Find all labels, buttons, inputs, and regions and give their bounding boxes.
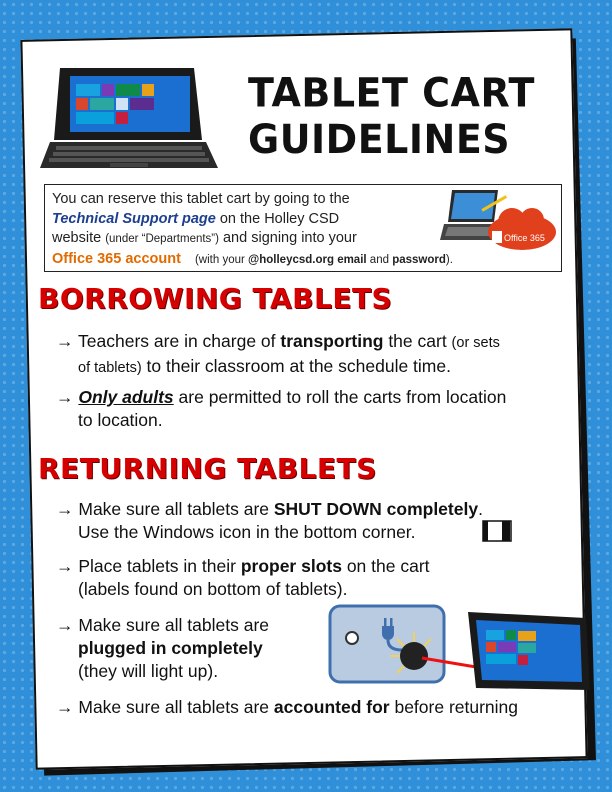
- borrowing-item-2-b: Only adults: [78, 387, 174, 407]
- returning-item-3-a: → Make sure all tablets are: [56, 615, 270, 635]
- returning-item-1-b: SHUT DOWN completely: [273, 499, 479, 519]
- office-365-logo: [482, 204, 558, 254]
- info-text-6: (with your: [194, 253, 249, 266]
- windows-icon: [482, 520, 512, 542]
- borrowing-item-2-d: to location.: [78, 410, 163, 430]
- borrowing-item-1-d: (or sets: [451, 335, 500, 351]
- office-365-badge-text: Office 365: [504, 233, 545, 243]
- borrowing-item-1-a: → Teachers are in charge of: [56, 331, 281, 351]
- returning-item-2: [56, 555, 576, 601]
- page-title: [248, 70, 548, 162]
- borrowing-item-2-c: are permitted to roll the carts from location: [173, 387, 507, 407]
- borrowing-item-1-e: of tablets): [78, 360, 142, 376]
- returning-item-3-b: plugged in completely: [78, 638, 263, 658]
- returning-item-1-d: Use the Windows icon in the bottom corner.: [78, 522, 416, 542]
- returning-item-4-b: accounted for: [273, 697, 390, 717]
- returning-item-1-a: → Make sure all tablets are: [56, 499, 274, 519]
- info-text-1: You can reserve this tablet cart by going to the: [52, 191, 350, 207]
- returning-item-3: [56, 614, 326, 683]
- tablet-keyboard-illustration: [40, 62, 220, 174]
- returning-item-1-c: .: [478, 499, 483, 519]
- borrowing-item-1-line2: [56, 355, 576, 380]
- returning-item-2-a: → Place tablets in their: [56, 556, 241, 576]
- technical-support-link[interactable]: Technical Support page: [52, 210, 216, 227]
- returning-item-4-a: → Make sure all tablets are: [56, 697, 274, 717]
- borrowing-item-2-a: →: [56, 387, 79, 407]
- returning-item-3-c: (they will light up).: [78, 661, 219, 681]
- returning-item-2-c: on the cart: [341, 556, 430, 576]
- password-text: password: [392, 253, 446, 266]
- returning-heading: RETURNING TABLETS: [38, 452, 377, 485]
- info-text-8: ).: [445, 253, 453, 266]
- info-text-3: website: [52, 230, 106, 246]
- email-text: @holleycsd.org email: [248, 253, 367, 266]
- returning-item-4-c: before returning: [389, 697, 519, 717]
- charging-port-illustration: [328, 604, 598, 692]
- title-line-1: TABLET CART: [248, 69, 535, 116]
- info-text-5: and signing into your: [218, 230, 357, 246]
- borrowing-item-1-c: the cart: [383, 331, 452, 351]
- borrowing-item-2: [56, 386, 576, 432]
- info-text-2: on the Holley CSD: [215, 210, 340, 227]
- returning-item-4: [56, 696, 596, 719]
- borrowing-heading: BORROWING TABLETS: [38, 282, 393, 315]
- office-365-account: Office 365 account: [52, 250, 181, 267]
- returning-item-2-b: proper slots: [240, 556, 342, 576]
- borrowing-item-1-b: transporting: [280, 331, 384, 351]
- info-text: [52, 190, 452, 270]
- returning-item-2-d: (labels found on bottom of tablets).: [78, 579, 348, 599]
- borrowing-item-1-f: to their classroom at the schedule time.: [141, 356, 451, 376]
- info-text-7: and: [366, 253, 393, 266]
- borrowing-item-1: [56, 330, 576, 380]
- title-line-2: GUIDELINES: [248, 116, 511, 163]
- info-text-4: (under “Departments”): [105, 233, 219, 245]
